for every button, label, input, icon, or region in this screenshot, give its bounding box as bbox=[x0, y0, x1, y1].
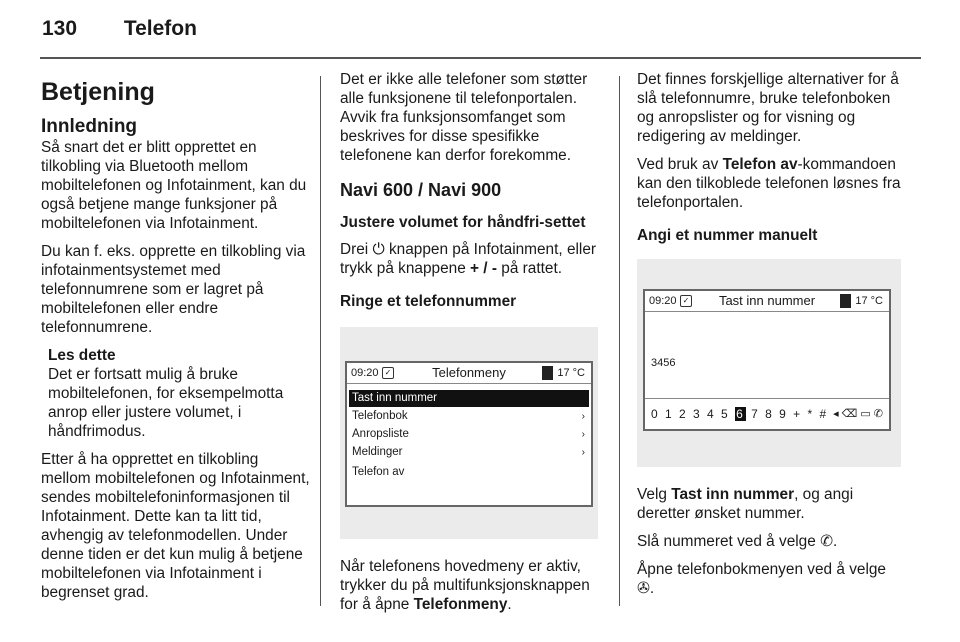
bold-text: Telefon av bbox=[722, 156, 798, 173]
thermometer-icon bbox=[840, 294, 851, 308]
digit-keys[interactable]: 7 8 9 + * # bbox=[751, 407, 829, 421]
status-bar bbox=[347, 363, 591, 384]
chevron-right-icon: › bbox=[581, 411, 585, 422]
selected-digit-key[interactable]: 6 bbox=[736, 407, 745, 421]
bold-text: Tast inn nummer bbox=[671, 486, 795, 503]
paragraph bbox=[637, 485, 907, 523]
column-2 bbox=[340, 70, 605, 623]
chapter-title: Telefon bbox=[123, 17, 197, 40]
text: Drei bbox=[340, 241, 373, 258]
paragraph bbox=[340, 557, 605, 614]
clock: 09:20 bbox=[351, 367, 379, 379]
menu-item[interactable] bbox=[349, 426, 589, 443]
chevron-right-icon: › bbox=[581, 429, 585, 440]
subheading-call: Ringe et telefonnummer bbox=[340, 293, 517, 310]
paragraph: Etter å ha opprettet en tilkobling mellom mobiltelefonen og Infotainment, sendes mobiltelefoninformasjonen til Infotainment. Dette kan ta litt tid, avhengig av telefonmodellen. Under denne tiden er det kun mulig å betjene mobiltelefonen via Infotainment i begrenset grad. bbox=[41, 451, 310, 601]
paragraph: Det finnes forskjellige alternativer for å slå telefonnumre, bruke telefonboken og anropslister og for visning og redigering av meldinger. bbox=[637, 71, 899, 145]
note-box bbox=[41, 346, 311, 441]
phone-status-icon: ✓ bbox=[382, 367, 394, 379]
digit-row[interactable] bbox=[651, 399, 828, 429]
text: Ved bruk av bbox=[637, 156, 723, 173]
header-rule bbox=[40, 57, 921, 59]
status-bar bbox=[645, 291, 889, 312]
column-3 bbox=[637, 70, 907, 607]
menu-item-label: Anropsliste bbox=[352, 428, 409, 440]
bold-text: Telefonmeny bbox=[413, 596, 508, 613]
power-knob-icon: ⏻ bbox=[372, 241, 385, 258]
column-divider-2 bbox=[619, 76, 620, 606]
chevron-right-icon: › bbox=[581, 447, 585, 458]
temperature: 17 °C bbox=[557, 367, 585, 379]
screenshot-telefonmeny bbox=[340, 327, 598, 539]
menu-item[interactable] bbox=[349, 408, 589, 425]
temperature: 17 °C bbox=[855, 295, 883, 307]
text: . bbox=[507, 596, 512, 613]
menu-item[interactable] bbox=[349, 444, 589, 461]
clock: 09:20 bbox=[649, 295, 677, 307]
screen-title: Tast inn nummer bbox=[718, 293, 816, 308]
menu-item[interactable] bbox=[349, 390, 589, 407]
paragraph bbox=[637, 155, 907, 212]
text: , og angi deretter ønsket nummer. bbox=[637, 486, 854, 522]
column-divider-1 bbox=[320, 76, 321, 606]
text: på rattet. bbox=[497, 260, 563, 277]
column-1 bbox=[41, 70, 311, 611]
page-header bbox=[42, 17, 197, 41]
digit-keys[interactable]: 0 1 2 3 4 5 bbox=[651, 407, 730, 421]
entered-number: 3456 bbox=[651, 357, 676, 369]
note-text: Det er fortsatt mulig å bruke mobiltelefonen, for eksempelmotta anrop eller justere volumet, i håndfrimodus. bbox=[48, 366, 284, 440]
paragraph: Slå nummeret ved å velge ✆. bbox=[637, 533, 838, 550]
menu-item-label: Telefon av bbox=[352, 466, 405, 478]
paragraph: Du kan f. eks. opprette en tilkobling via infotainmentsystemet med telefonnumrene som er lagret på mobiltelefonen eller endre telefonnumrene. bbox=[41, 243, 306, 336]
paragraph: Det er ikke alle telefoner som støtter alle funksjonene til telefonportalen. Avvik fra funksjonsomfanget som beskrives for disse spesifikke telefonene kan derfor forekomme. bbox=[340, 71, 588, 164]
section-heading-navi: Navi 600 / Navi 900 bbox=[340, 180, 502, 200]
bold-text: + / - bbox=[470, 260, 497, 277]
subheading-volume: Justere volumet for håndfri-settet bbox=[340, 214, 586, 231]
section-heading: Betjening bbox=[41, 78, 155, 106]
paragraph bbox=[340, 240, 605, 278]
subsection-heading: Innledning bbox=[41, 116, 138, 137]
page-number: 130 bbox=[42, 17, 78, 40]
text: Når telefonens hovedmeny er aktiv, trykker du på multifunksjonsknappen for å åpne bbox=[340, 558, 590, 613]
menu-item-label: Tast inn nummer bbox=[352, 392, 438, 404]
text: -kommandoen kan den tilkoblede telefonen løsnes fra telefonportalen. bbox=[637, 156, 901, 211]
phone-status-icon: ✓ bbox=[680, 295, 692, 307]
text: Velg bbox=[637, 486, 672, 503]
subheading-manual-number: Angi et nummer manuelt bbox=[637, 227, 818, 244]
menu-item-label: Telefonbok bbox=[352, 410, 408, 422]
control-icons[interactable]: ◂ ⌫ ▭ ✆ bbox=[833, 408, 883, 420]
menu-item-label: Meldinger bbox=[352, 446, 403, 458]
note-title: Les dette bbox=[48, 347, 116, 364]
display-frame bbox=[345, 361, 593, 507]
thermometer-icon bbox=[542, 366, 553, 380]
text: knappen på Infotainment, eller trykk på knappene bbox=[340, 241, 597, 277]
screenshot-tast-inn-nummer bbox=[637, 259, 901, 467]
screen-title: Telefonmeny bbox=[432, 365, 506, 380]
paragraph: Så snart det er blitt opprettet en tilkobling via Bluetooth mellom mobiltelefonen og Infotainment, kan du også betjene mange funksjoner på mobiltelefonen via Infotainment. bbox=[41, 139, 307, 232]
menu-item[interactable] bbox=[349, 464, 589, 481]
paragraph: Åpne telefonbokmenyen ved å velge ✇. bbox=[637, 561, 886, 597]
display-frame bbox=[643, 289, 891, 431]
digit-keyboard[interactable] bbox=[645, 398, 889, 429]
